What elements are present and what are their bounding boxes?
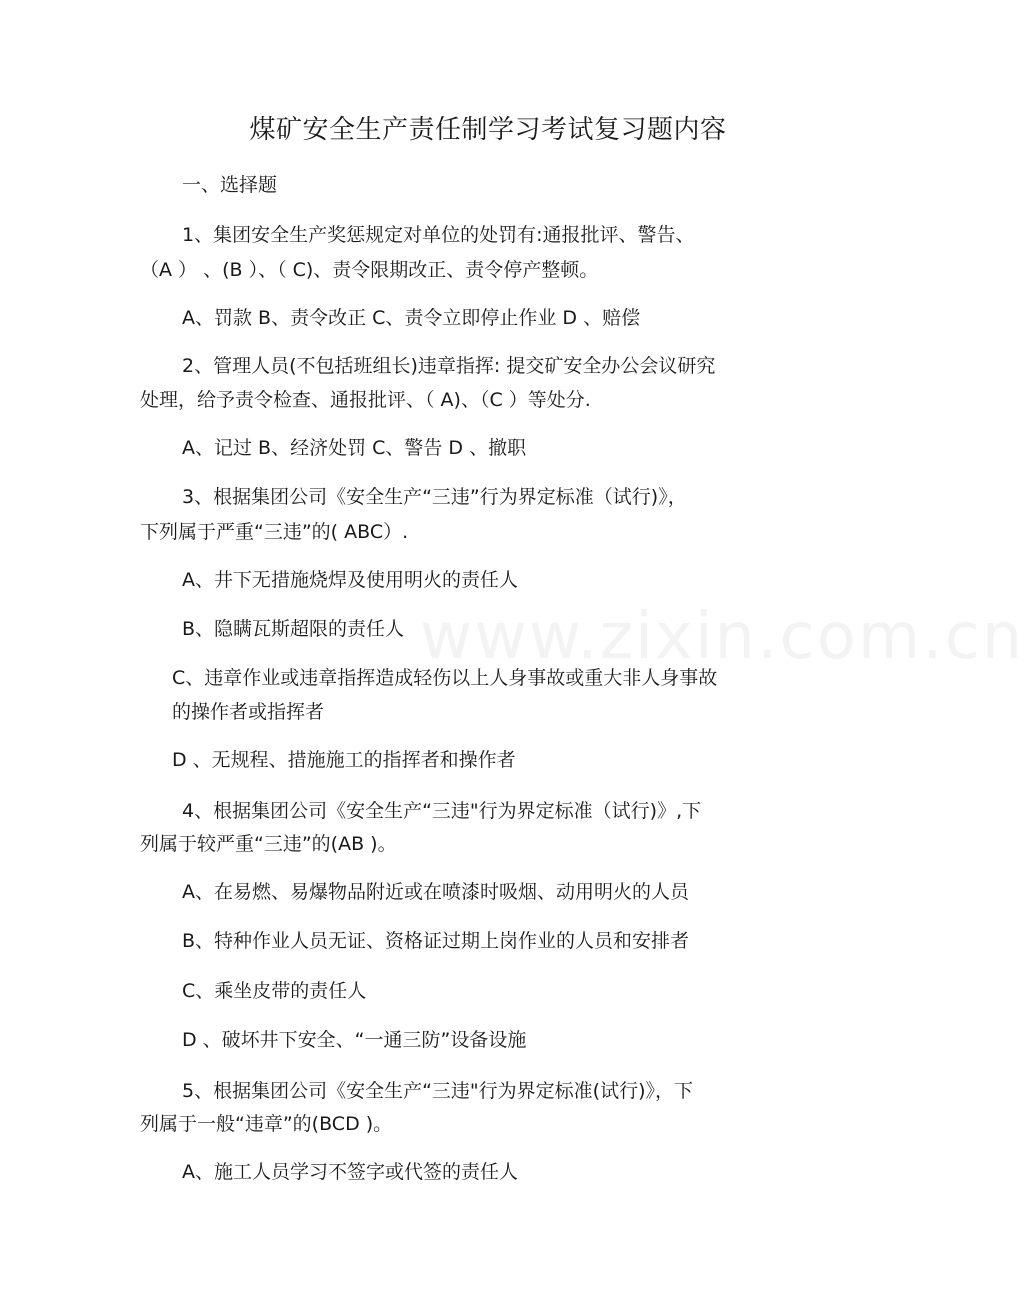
question-2-stem-line2: 处理，给予责令检查、通报批评、（ A)、（C ）等处分. xyxy=(140,389,591,411)
question-3-stem-line1: 3、根据集团公司《安全生产“三违”行为界定标准（试行)》， xyxy=(182,486,687,508)
question-3-option-d: D 、无规程、措施施工的指挥者和操作者 xyxy=(172,749,516,771)
question-3-stem-line2: 下列属于严重“三违”的( ABC）. xyxy=(140,521,409,543)
question-5-stem-line1: 5、根据集团公司《安全生产“三违"行为界定标准(试行)》，下 xyxy=(182,1080,693,1102)
question-3-option-c-line2: 的操作者或指挥者 xyxy=(172,701,325,723)
question-4-option-d: D 、破坏井下安全、“一通三防”设备设施 xyxy=(182,1029,527,1051)
question-4-stem-line2: 列属于较严重“三违”的(AB )。 xyxy=(140,833,397,855)
question-2-options: A、记过 B、经济处罚 C、警告 D 、撤职 xyxy=(182,437,527,459)
question-1-stem-line2: （A ） 、(B ）、（ C)、责令限期改正、责令停产整顿。 xyxy=(140,259,599,281)
section-heading: 一、选择题 xyxy=(182,174,278,196)
question-1-options: A、罚款 B、责令改正 C、责令立即停止作业 D 、赔偿 xyxy=(182,307,641,329)
question-4-option-b: B、特种作业人员无证、资格证过期上岗作业的人员和安排者 xyxy=(182,930,690,952)
question-3-option-a: A、井下无措施烧焊及使用明火的责任人 xyxy=(182,569,518,591)
question-5-option-a: A、施工人员学习不签字或代签的责任人 xyxy=(182,1161,518,1183)
document-title: 煤矿安全生产责任制学习考试复习题内容 xyxy=(249,115,727,145)
question-1-stem-line1: 1、集团安全生产奖惩规定对单位的处罚有:通报批评、警告、 xyxy=(182,224,695,246)
question-3-option-b: B、隐瞒瓦斯超限的责任人 xyxy=(182,618,405,640)
question-3-option-c-line1: C、违章作业或违章指挥造成轻伤以上人身事故或重大非人身事故 xyxy=(172,667,718,689)
question-5-stem-line2: 列属于一般“违章”的(BCD )。 xyxy=(140,1113,393,1135)
question-2-stem-line1: 2、管理人员(不包括班组长)违章指挥: 提交矿安全办公会议研究 xyxy=(182,355,716,377)
question-4-stem-line1: 4、根据集团公司《安全生产“三违"行为界定标准（试行)》,下 xyxy=(182,800,702,822)
site-watermark: www.zixin.com.cn xyxy=(420,600,1024,674)
question-4-option-c: C、乘坐皮带的责任人 xyxy=(182,980,367,1002)
question-4-option-a: A、在易燃、易爆物品附近或在喷漆时吸烟、动用明火的人员 xyxy=(182,881,689,903)
